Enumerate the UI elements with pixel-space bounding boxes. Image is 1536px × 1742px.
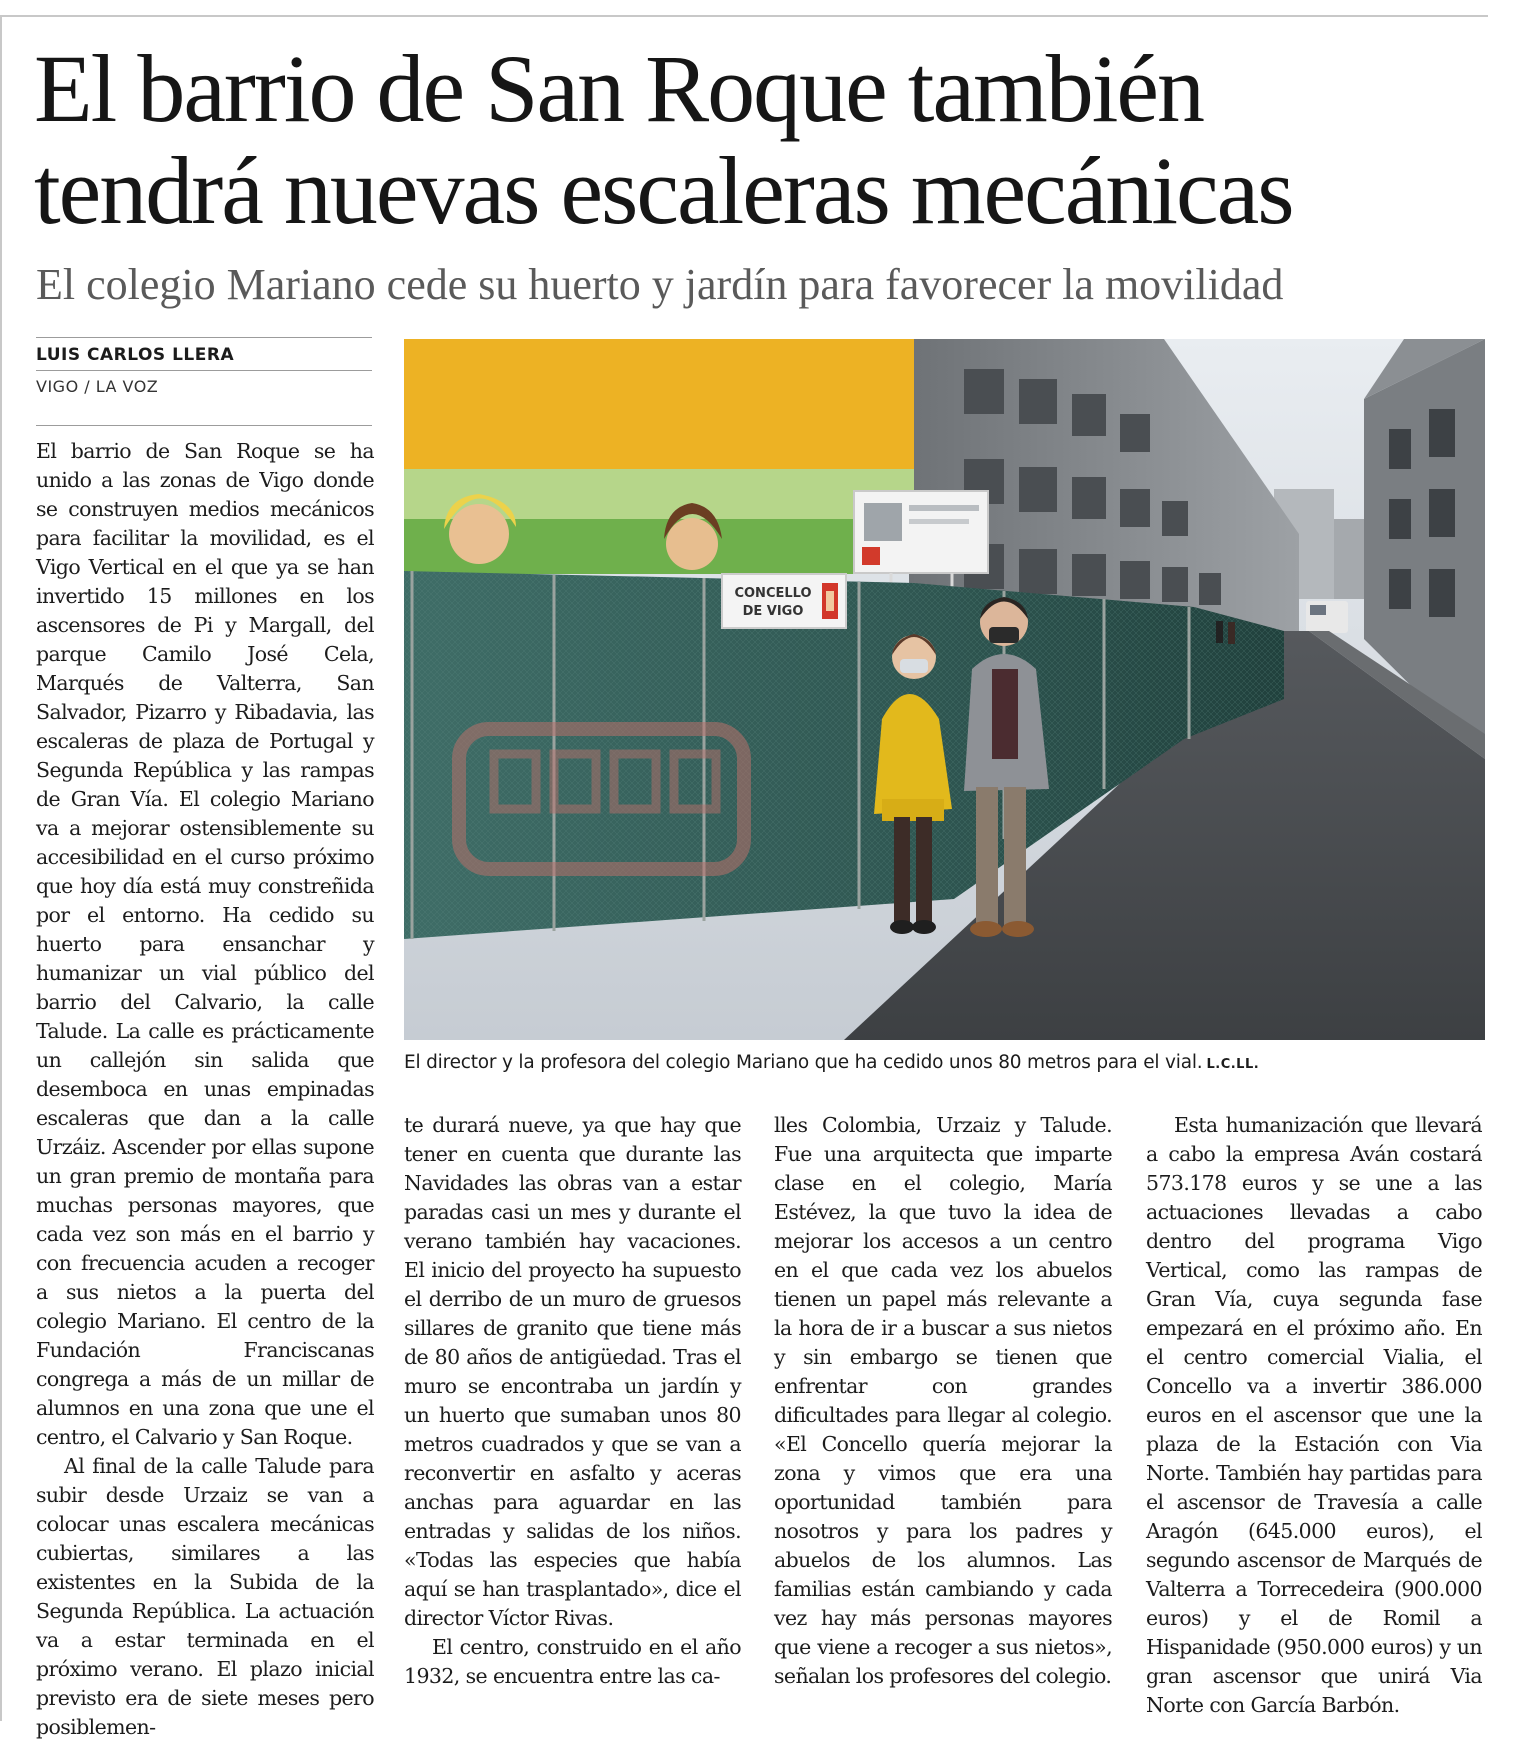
caption-text: El director y la profesora del colegio Mariano que ha cedido unos 80 metros para el vial.: [404, 1052, 1203, 1073]
photo-credit: L.C.LL.: [1206, 1057, 1260, 1072]
top-rule: [0, 15, 1488, 17]
photo-caption: [404, 1050, 1504, 1078]
body-paragraph: El centro, construido en el año 1932, se encuentra entre las ca-: [404, 1635, 741, 1688]
body-paragraph: Al final de la calle Talude para subir desde Urzaiz se van a colocar unas escalera mecánicas cubiertas, similares a las existentes en la Subida de la Segunda República. La actuación va a estar terminada en el próximo verano. El plazo inicial previsto era de siete meses pero posiblemen-: [36, 1454, 374, 1739]
article-photo: [404, 339, 1485, 1040]
body-paragraph: Esta humanización que llevará a cabo la empresa Aván costará 573.178 euros y se une a las actuaciones llevadas a cabo dentro del programa Vigo Vertical, como las rampas de Gran Vía, cuya segunda fase empezará en el próximo año. En el centro comercial Vialia, el Concello va a invertir 386.000 euros en el ascensor que une la plaza de la Estación con Via Norte. También hay partidas para el ascensor de Travesía a calle Aragón (645.000 euros), el segundo ascensor de Marqués de Valterra a Torrecedeira (900.000 euros) y el de Romil a Hispanidade (950.000 euros) y un gran ascensor que unirá Via Norte con García Barbón.: [1146, 1113, 1482, 1717]
headline: [34, 35, 1504, 244]
author-name: LUIS CARLOS LLERA: [36, 345, 235, 365]
concello-sign-line-1: CONCELLO: [734, 586, 812, 601]
byline-bottom-rule: [36, 425, 372, 426]
concello-sign-line-2: DE VIGO: [742, 604, 804, 619]
article-column-4: [1146, 1111, 1482, 1720]
byline-divider: [36, 370, 372, 371]
body-paragraph: El barrio de San Roque se ha unido a las zonas de Vigo donde se construyen medios mecánicos para facilitar la movilidad, es el Vigo Vertical en el que ya se han invertido 15 millones en los ascensores de Pi y Margall, del parque Camilo José Cela, Marqués de Valterra, San Salvador, Pizarro y Ribadavia, las escaleras de plaza de Portugal y Segunda República y las rampas de Gran Vía. El colegio Mariano va a mejorar ostensiblemente su accesibilidad en el curso próximo que hoy día está muy constreñida por el entorno. Ha cedido su huerto para ensanchar y humanizar un vial público del barrio del Calvario, la calle Talude. La calle es prácticamente un callejón sin salida que desemboca en unas empinadas escaleras que dan a la calle Urzáiz. Ascender por ellas supone un gran premio de montaña para muchas personas mayores, que cada vez son más en el barrio y con frecuencia acuden a recoger a sus nietos a la puerta del colegio Mariano. El centro de la Fundación Franciscanas congrega a más de un millar de alumnos en una zona que une el centro, el Calvario y San Roque.: [36, 439, 374, 1449]
headline-line-1: El barrio de San Roque también: [34, 35, 1204, 142]
headline-line-2: tendrá nuevas escaleras mecánicas: [34, 137, 1293, 244]
dateline: VIGO / LA VOZ: [36, 377, 159, 396]
article-column-1: [36, 437, 374, 1742]
byline-top-rule: [36, 337, 372, 338]
body-paragraph: lles Colombia, Urzaiz y Talude. Fue una arquitecta que imparte clase en el colegio, María Estévez, la que tuvo la idea de mejorar los accesos a un centro en el que cada vez los abuelos tienen un papel más relevante a la hora de ir a buscar a sus nietos y sin embargo se tienen que enfrentar con grandes dificultades para llegar al colegio. «El Concello quería mejorar la zona y vimos que era una oportunidad también para nosotros y para los padres y abuelos de los alumnos. Las familias están cambiando y cada vez hay más personas mayores que viene a recoger a sus nietos», señalan los profesores del colegio.: [774, 1113, 1112, 1688]
body-paragraph: te durará nueve, ya que hay que tener en cuenta que durante las Navidades las obras van a estar paradas casi un mes y durante el verano también hay vacaciones. El inicio del proyecto ha supuesto el derribo de un muro de gruesos sillares de granito que tiene más de 80 años de antigüedad. Tras el muro se encontraba un jardín y un huerto que sumaban unos 80 metros cuadrados y que se van a reconvertir en asfalto y aceras anchas para aguardar en las entradas y salidas de los niños. «Todas las especies que había aquí se han trasplantado», dice el director Víctor Rivas.: [404, 1113, 741, 1630]
left-rule: [0, 15, 2, 1721]
article-column-3: [774, 1111, 1112, 1691]
street-scene-illustration: [404, 339, 1485, 1040]
article-column-2: [404, 1111, 741, 1691]
subheadline: El colegio Mariano cede su huerto y jardín para favorecer la movilidad: [36, 260, 1284, 309]
